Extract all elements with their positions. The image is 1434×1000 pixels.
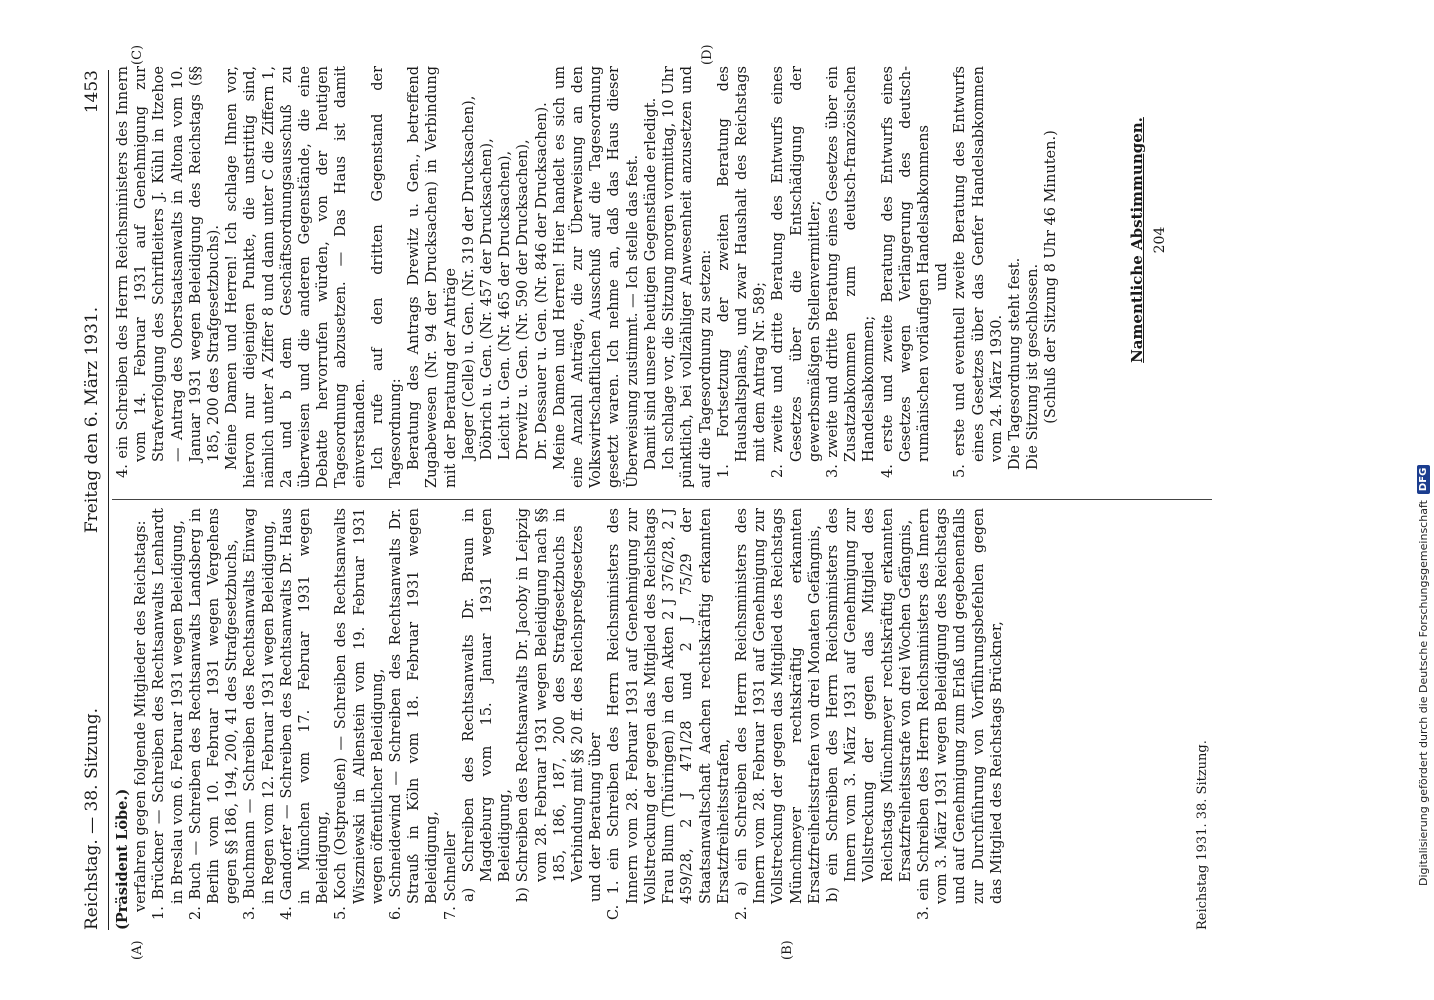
right-paragraph: Drewitz u. Gen. (Nr. 590 der Drucksachen), [515, 139, 532, 460]
section-title: Namentliche Abstimmungen. [1128, 117, 1146, 363]
left-paragraph: und der Beratung über [588, 732, 605, 902]
digitization-credit [1412, 4, 1434, 996]
right-paragraph: Ich schlage vor, die Sitzung morgen vormittag, 10 Uhr pünktlich, bei vollzähliger Anwesenheit anzusetzen und auf die Tagesordnung zu setzen: [661, 66, 714, 488]
margin-marker-a: (A) [130, 940, 145, 960]
right-paragraph: (Schluß der Sitzung 8 Uhr 46 Minuten.) [1043, 130, 1060, 424]
right-paragraph: und [934, 263, 951, 291]
footer-section [1128, 40, 1168, 440]
credit-text: Digitalisierung gefördert durch die Deutsche Forschungsgemeinschaft [1416, 500, 1430, 886]
right-paragraph: Döbrich u. Gen. (Nr. 457 der Drucksachen), [479, 138, 496, 460]
running-header-left: Reichstag. — 38. Sitzung. [82, 707, 102, 930]
left-paragraph: b) Schreiben des Rechtsanwalts Dr. Jacoby in Leipzig vom 28. Februar 1931 wegen Beleidigung nach §§ 185, 186, 187, 200 des Strafgesetzbuchs in Verbindung mit §§ 20 ff. des Reichspreßgesetzes [515, 508, 587, 902]
right-paragraph: Damit sind unsere heutigen Gegenstände erledigt. [642, 97, 659, 470]
footer-left: Reichstag 1931. 38. Sitzung. [1195, 740, 1210, 930]
left-paragraph: verfahren gegen folgende Mitglieder des Reichstags: [133, 520, 150, 912]
column-divider [112, 499, 1212, 500]
left-paragraph: 1. Brückner — Schreiben des Rechtsanwalts Lenhardt in Breslau vom 6. Februar 1931 wegen Beleidigung, [151, 508, 186, 920]
dfg-logo: DFG [1417, 465, 1430, 494]
right-paragraph: 4. erste und zweite Beratung des Entwurfs eines Gesetzes wegen Verlängerung des deutsch-rumänischen vorläufigen Handelsabkommens [879, 66, 932, 478]
left-paragraph: (Präsident Löbe.) [114, 788, 131, 930]
left-paragraph: C. 1. ein Schreiben des Herrn Reichsministers des Innern vom 28. Februar 1931 auf Genehmigung zur Vollstreckung der gegen das Mitglied des Reichstags Frau Blum (Thüringen) in den Akten 2 J 376/28, 2 J 459/28, 2 J 471/28 und 2 J 75/29 der Staatsanwaltschaft Aachen rechtskräftig erkannten Ersatzfreiheitsstrafen, [606, 508, 732, 920]
left-paragraph: a) Schreiben des Rechtsanwalts Dr. Braun in Magdeburg vom 15. Januar 1931 wegen Beleidigung, [460, 508, 514, 902]
right-text-column [114, 66, 1061, 488]
right-paragraph: Dr. Dessauer u. Gen. (Nr. 846 der Drucksachen). [533, 102, 550, 460]
running-header-date: Freitag den 6. März 1931. [82, 306, 102, 534]
left-paragraph: 2. Buch — Schreiben des Rechtsanwalts Landsberg in Berlin vom 10. Februar 1931 wegen Vergehens gegen §§ 186, 194, 200, 41 des Strafgesetzbuchs, [187, 508, 241, 920]
margin-marker-c: (C) [130, 44, 145, 65]
right-paragraph: Beratung des Antrags Drewitz u. Gen., betreffend Zugabewesen (Nr. 94 der Drucksachen) in Verbindung mit der Beratung der Anträge [406, 66, 459, 488]
right-paragraph: 4. ein Schreiben des Herrn Reichsministers des Innern vom 14. Februar 1931 auf Genehmigung zur Strafverfolgung des Schriftleiters J. Kühl in Itzehoe — Antrag des Oberstaatsanwalts in Altona vom 10. Januar 1931 wegen Beleidigung des Reichstags (§§ 185, 200 des Strafgesetzbuchs). [115, 66, 223, 478]
margin-marker-b: (B) [780, 940, 795, 960]
right-paragraph: 1. Fortsetzung der zweiten Beratung des Haushaltsplans, und zwar Haushalt des Reichstags mit dem Antrag Nr. 589; [715, 66, 769, 478]
right-paragraph: Ich rufe auf den dritten Gegenstand der Tagesordnung: [369, 66, 405, 488]
right-paragraph: 5. erste und eventuell zweite Beratung des Entwurfs eines Gesetzes über das Genfer Handelsabkommen vom 24. März 1930. [952, 66, 1005, 478]
right-paragraph: 3. zweite und dritte Beratung eines Gesetzes über ein Zusatzabkommen zum deutsch-französischen Handelsabkommen; [824, 66, 878, 478]
right-paragraph: Die Sitzung ist geschlossen. [1025, 263, 1042, 470]
right-paragraph: Jaeger (Celle) u. Gen. (Nr. 319 der Drucksachen), [460, 95, 477, 460]
left-paragraph: 6. Schneidewind — Schreiben des Rechtsanwalts Dr. Strauß in Köln vom 18. Februar 1931 wegen Beleidigung, [388, 508, 441, 920]
right-paragraph: Die Tagesordnung steht fest. [1006, 257, 1023, 470]
right-paragraph: 2. zweite und dritte Beratung des Entwurfs eines Gesetzes über die Entschädigung der gewerbsmäßigen Stellenvermittler; [770, 66, 823, 478]
left-text-column [114, 508, 1006, 930]
signature-number: 204 [1152, 226, 1168, 254]
left-paragraph: 5. Koch (Ostpreußen) — Schreiben des Rechtsanwalts Wiszniewski in Allenstein vom 19. Februar 1931 wegen öffentlicher Beleidigung, [333, 508, 386, 920]
header-rule [108, 70, 109, 930]
right-paragraph: Meine Damen und Herren! Hier handelt es sich um eine Anzahl Anträge, die zur Überweisung an den Volkswirtschaftlichen Ausschuß auf die Tagesordnung gesetzt waren. Ich nehme an, daß das Haus dieser Überweisung zustimmt. — Ich stelle das fest. [551, 66, 641, 488]
left-paragraph: 4. Gandorfer — Schreiben des Rechtsanwalts Dr. Haus in München vom 17. Februar 1931 wegen Beleidigung, [278, 508, 332, 920]
left-paragraph: b) ein Schreiben des Herrn Reichsministers des Innern vom 3. März 1931 auf Genehmigung zur Vollstreckung der gegen das Mitglied des Reichstags Münchmeyer rechtskräftig erkannten Ersatzfreiheitsstrafe von drei Wochen Gefängnis, [824, 508, 914, 902]
left-paragraph: 3. ein Schreiben des Herrn Reichsministers des Innern vom 3. März 1931 wegen Beleidigung des Reichstags und auf Genehmigung zum Erlaß und gegebenenfalls zur Durchführung von Vorführungsbefehlen gegen das Mitglied des Reichstags Brückner, [915, 508, 1005, 920]
margin-marker-d: (D) [700, 44, 715, 65]
right-paragraph: Meine Damen und Herren! Ich schlage Ihnen vor, hiervon nur diejenigen Punkte, die unstrittig sind, nämlich unter A Ziffer 8 und dann unter C die Ziffern 1, 2a und b dem Geschäftsordnungsausschuß zu überweisen und die anderen Gegenstände, die eine Debatte hervorrufen würden, von der heutigen Tagesordnung abzusetzen. — Das Haus ist damit einverstanden. [224, 66, 368, 488]
left-paragraph: 2. a) ein Schreiben des Herrn Reichsministers des Innern vom 28. Februar 1931 auf Genehmigung zur Vollstreckung der gegen das Mitglied des Reichstags Münchmeyer rechtskräftig erkannten Ersatzfreiheitsstrafen von drei Monaten Gefängnis, [733, 508, 823, 920]
page-number: 1453 [82, 70, 102, 114]
right-paragraph: Leicht u. Gen. (Nr. 465 der Drucksachen), [497, 150, 514, 460]
left-paragraph: 7. Schneller [442, 831, 459, 920]
left-paragraph: 3. Buchmann — Schreiben des Rechtsanwalts Einwag in Regen vom 12. Februar 1931 wegen Beleidigung, [242, 508, 277, 920]
